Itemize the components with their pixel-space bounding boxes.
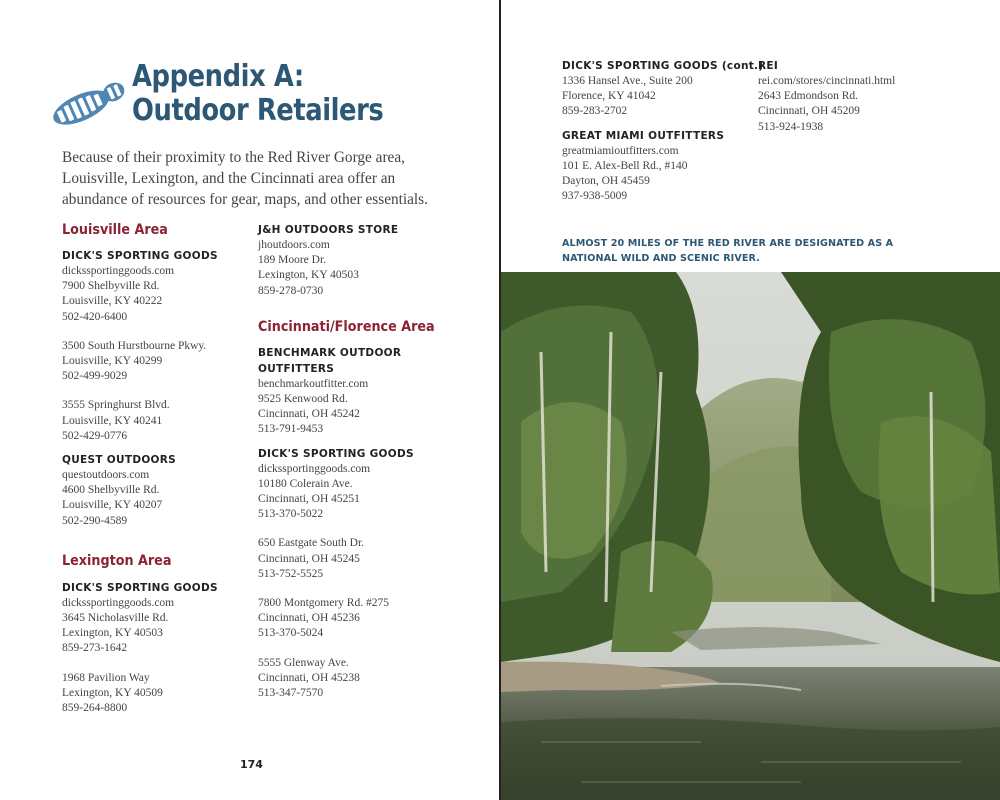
cincinnati-dicks-loc4-phone: 513-347-7570 — [258, 687, 324, 700]
page-title — [132, 60, 442, 128]
louisville-dicks-loc1-address: 7900 Shelbyville Rd. — [62, 280, 160, 293]
benchmark-name-line2: OUTFITTERS — [258, 362, 335, 375]
rei-address: 2643 Edmondson Rd. — [758, 90, 858, 103]
lexington-dicks-loc2-phone: 859-264-8800 — [62, 702, 128, 715]
benchmark-phone: 513-791-9453 — [258, 423, 324, 436]
cincinnati-dicks-loc3-phone: 513-370-5024 — [258, 627, 324, 640]
louisville-dicks-name: DICK'S SPORTING GOODS — [62, 250, 218, 262]
benchmark-city: Cincinnati, OH 45242 — [258, 408, 360, 421]
louisville-dicks-loc3-address: 3555 Springhurst Blvd. — [62, 399, 170, 412]
dicks-cont-phone: 859-283-2702 — [562, 105, 628, 118]
right-page-column-2 — [758, 58, 895, 135]
dicks-cont-city: Florence, KY 41042 — [562, 90, 656, 103]
benchmark-website: benchmarkoutfitter.com — [258, 377, 369, 390]
dicks-cont-name: DICK'S SPORTING GOODS (cont.) — [562, 60, 764, 72]
red-river-photo — [501, 272, 1000, 800]
left-page — [0, 0, 499, 800]
great-miami-website: greatmiamioutfitters.com — [562, 144, 679, 157]
lexington-dicks-website: dickssportinggoods.com — [62, 596, 175, 609]
jh-name: J&H OUTDOORS STORE — [258, 224, 399, 236]
lexington-dicks-loc2-city: Lexington, KY 40509 — [62, 686, 163, 699]
cincinnati-dicks-loc3-city: Cincinnati, OH 45236 — [258, 612, 360, 625]
dicks-cont-address: 1336 Hansel Ave., Suite 200 — [562, 75, 693, 87]
cincinnati-dicks-loc4-city: Cincinnati, OH 45238 — [258, 671, 360, 684]
cincinnati-dicks-loc1-phone: 513-370-5022 — [258, 508, 324, 521]
intro-paragraph: Because of their proximity to the Red River Gorge area, Louisville, Lexington, and the Cincinnati area offer an abundance of resources for gear, maps, and other essentials. — [62, 149, 428, 208]
boot-print-icon — [50, 78, 128, 128]
quest-address: 4600 Shelbyville Rd. — [62, 484, 160, 497]
jh-phone: 859-278-0730 — [258, 284, 324, 297]
rei-city: Cincinnati, OH 45209 — [758, 105, 860, 118]
cincinnati-dicks-loc1-city: Cincinnati, OH 45251 — [258, 493, 360, 506]
rei-name: REI — [758, 60, 779, 72]
quest-name: QUEST OUTDOORS — [62, 454, 177, 467]
left-column — [62, 222, 218, 716]
cincinnati-dicks-loc3-address: 7800 Montgomery Rd. #275 — [258, 597, 389, 610]
louisville-dicks-loc2-phone: 502-499-9029 — [62, 370, 128, 383]
louisville-heading: Louisville Area — [62, 222, 168, 238]
right-column — [258, 222, 459, 701]
louisville-dicks-loc1-city: Louisville, KY 40222 — [62, 295, 163, 308]
benchmark-name-line1: BENCHMARK OUTDOOR — [258, 346, 402, 359]
lexington-heading: Lexington Area — [62, 552, 172, 569]
jh-website: jhoutdoors.com — [258, 239, 330, 251]
right-page — [501, 0, 1000, 800]
lexington-dicks-loc2-address: 1968 Pavilion Way — [62, 671, 150, 684]
louisville-dicks-loc3-city: Louisville, KY 40241 — [62, 414, 163, 427]
right-page-column-1 — [562, 58, 763, 204]
great-miami-address: 101 E. Alex-Bell Rd., #140 — [562, 159, 688, 172]
great-miami-name: GREAT MIAMI OUTFITTERS — [562, 129, 725, 142]
louisville-dicks-loc2-city: Louisville, KY 40299 — [62, 355, 163, 368]
louisville-dicks-loc2-address: 3500 South Hurstbourne Pkwy. — [62, 339, 207, 352]
rei-website: rei.com/stores/cincinnati.html — [758, 75, 896, 87]
benchmark-address: 9525 Kenwood Rd. — [258, 393, 348, 406]
cincinnati-dicks-name: DICK'S SPORTING GOODS — [258, 447, 414, 460]
lexington-dicks-loc1-city: Lexington, KY 40503 — [62, 627, 163, 640]
cincinnati-heading: Cincinnati/Florence Area — [258, 318, 435, 335]
jh-city: Lexington, KY 40503 — [258, 269, 359, 282]
rei-phone: 513-924-1938 — [758, 120, 824, 133]
title-line-1: Appendix A: — [132, 59, 304, 94]
cincinnati-dicks-website: dickssportinggoods.com — [258, 462, 371, 475]
title-line-2: Outdoor Retailers — [132, 93, 384, 128]
cincinnati-dicks-loc2-address: 650 Eastgate South Dr. — [258, 537, 365, 550]
lexington-dicks-loc1-phone: 859-273-1642 — [62, 642, 128, 655]
quest-phone: 502-290-4589 — [62, 514, 128, 527]
cincinnati-dicks-loc1-address: 10180 Colerain Ave. — [258, 477, 353, 490]
page-number: 174 — [240, 758, 263, 771]
lexington-dicks-name: DICK'S SPORTING GOODS — [62, 581, 218, 594]
photo-caption: ALMOST 20 MILES OF THE RED RIVER ARE DESIGNATED AS A NATIONAL WILD AND SCENIC RIVER. — [562, 238, 894, 264]
great-miami-city: Dayton, OH 45459 — [562, 175, 650, 188]
quest-city: Louisville, KY 40207 — [62, 499, 163, 512]
louisville-dicks-loc1-phone: 502-420-6400 — [62, 310, 128, 323]
jh-address: 189 Moore Dr. — [258, 254, 327, 267]
cincinnati-dicks-loc2-city: Cincinnati, OH 45245 — [258, 552, 360, 565]
louisville-dicks-website: dickssportinggoods.com — [62, 265, 175, 277]
lexington-dicks-loc1-address: 3645 Nicholasville Rd. — [62, 612, 169, 625]
quest-website: questoutdoors.com — [62, 469, 150, 482]
great-miami-phone: 937-938-5009 — [562, 190, 628, 203]
louisville-dicks-loc3-phone: 502-429-0776 — [62, 429, 128, 442]
cincinnati-dicks-loc4-address: 5555 Glenway Ave. — [258, 656, 349, 669]
cincinnati-dicks-loc2-phone: 513-752-5525 — [258, 567, 324, 580]
